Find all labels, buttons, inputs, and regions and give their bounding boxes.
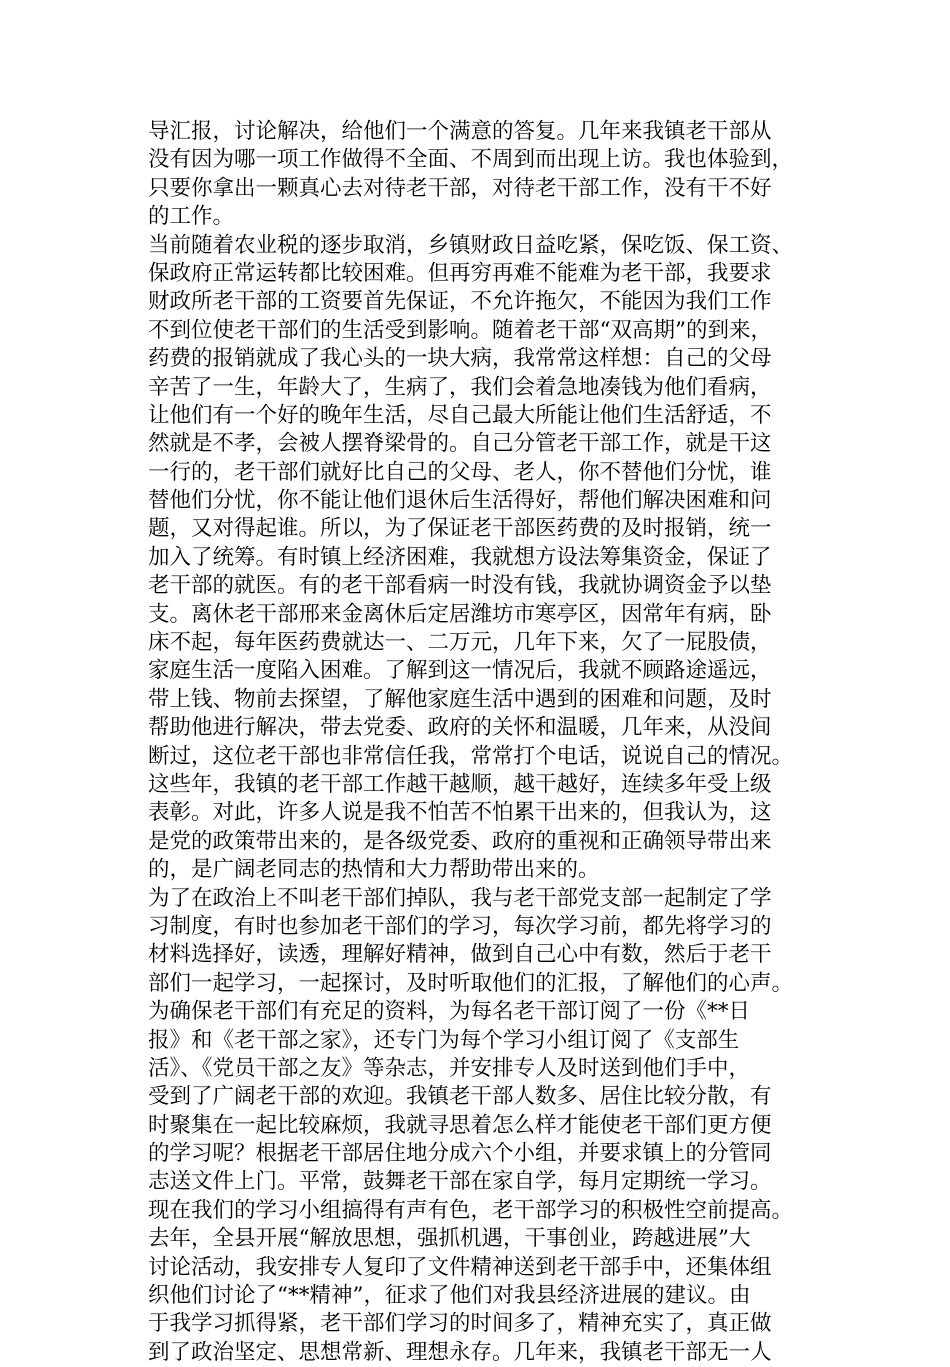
text-line: 辛苦了一生，年龄大了，生病了，我们会着急地凑钱为他们看病，	[148, 374, 772, 400]
text-line: 到了政治坚定、思想常新、理想永存。几年来，我镇老干部无一人	[148, 1339, 772, 1365]
text-line: 这些年，我镇的老干部工作越干越顺，越干越好，连续多年受上级	[148, 771, 772, 797]
text-line: 一行的，老干部们就好比自己的父母、老人，你不替他们分忧，谁	[148, 459, 772, 485]
text-line: 于我学习抓得紧，老干部们学习的时间多了，精神充实了，真正做	[148, 1311, 772, 1337]
text-line: 没有因为哪一项工作做得不全面、不周到而出现上访。我也体验到，	[148, 147, 794, 173]
text-line: 材料选择好，读透，理解好精神，做到自己心中有数，然后于老干	[148, 942, 772, 968]
text-line: 断过，这位老干部也非常信任我，常常打个电话，说说自己的情况。	[148, 743, 794, 769]
text-line: 部们一起学习，一起探讨，及时听取他们的汇报，了解他们的心声。	[148, 970, 794, 996]
text-line: 加入了统筹。有时镇上经济困难，我就想方设法筹集资金，保证了	[148, 544, 772, 570]
text-line: 是党的政策带出来的，是各级党委、政府的重视和正确领导带出来	[148, 828, 772, 854]
text-line: 织他们讨论了“**精神”，征求了他们对我县经济进展的建议。由	[148, 1283, 751, 1309]
text-line: 不到位使老干部们的生活受到影响。随着老干部“双高期”的到来，	[148, 317, 772, 343]
text-line: 表彰。对此，许多人说是我不怕苦不怕累干出来的，但我认为，这	[148, 800, 772, 826]
text-line: 习制度，有时也参加老干部们的学习，每次学习前，都先将学习的	[148, 913, 772, 939]
text-line: 支。离休老干部邢来金离休后定居潍坊市寒亭区，因常年有病，卧	[148, 601, 772, 627]
text-line: 活》、《党员干部之友》等杂志，并安排专人及时送到他们手中，	[148, 1055, 751, 1081]
text-line: 时聚集在一起比较麻烦，我就寻思着怎么样才能使老干部们更方便	[148, 1112, 772, 1138]
text-line: 让他们有一个好的晚年生活，尽自己最大所能让他们生活舒适，不	[148, 402, 772, 428]
text-line: 财政所老干部的工资要首先保证，不允许拖欠，不能因为我们工作	[148, 289, 772, 315]
text-line: 保政府正常运转都比较困难。但再穷再难不能难为老干部，我要求	[148, 260, 772, 286]
text-line: 替他们分忧，你不能让他们退休后生活得好，帮他们解决困难和问	[148, 488, 772, 514]
text-line: 的工作。	[148, 204, 235, 230]
text-line: 受到了广阔老干部的欢迎。我镇老干部人数多、居住比较分散，有	[148, 1084, 772, 1110]
text-line: 志送文件上门。平常，鼓舞老干部在家自学，每月定期统一学习。	[148, 1169, 772, 1195]
body-text	[148, 118, 808, 1367]
text-line: 家庭生活一度陷入困难。了解到这一情况后，我就不顾路途遥远，	[148, 658, 772, 684]
text-line: 导汇报，讨论解决，给他们一个满意的答复。几年来我镇老干部从	[148, 119, 772, 144]
text-line: 的，是广阔老同志的热情和大力帮助带出来的。	[148, 857, 600, 883]
text-line: 床不起，每年医药费就达一、二万元，几年下来，欠了一屁股债，	[148, 630, 772, 656]
text-line: 只要你拿出一颗真心去对待老干部，对待老干部工作，没有干不好	[148, 175, 772, 201]
text-line: 当前随着农业税的逐步取消，乡镇财政日益吃紧，保吃饭、保工资、	[148, 232, 794, 258]
text-line: 然就是不孝，会被人摆脊梁骨的。自己分管老干部工作，就是干这	[148, 431, 772, 457]
text-line: 为了在政治上不叫老干部们掉队，我与老干部党支部一起制定了学	[148, 885, 772, 911]
text-line: 帮助他进行解决，带去党委、政府的关怀和温暖，几年来，从没间	[148, 715, 772, 741]
text-line: 药费的报销就成了我心头的一块大病，我常常这样想：自己的父母	[148, 346, 772, 372]
text-line: 的学习呢？根据老干部居住地分成六个小组，并要求镇上的分管同	[148, 1141, 772, 1167]
text-line: 现在我们的学习小组搞得有声有色，老干部学习的积极性空前提高。	[148, 1197, 794, 1223]
text-line: 去年，全县开展“解放思想，强抓机遇，干事创业，跨越进展”大	[148, 1226, 751, 1252]
text-line: 题，又对得起谁。所以，为了保证老干部医药费的及时报销，统一	[148, 516, 772, 542]
text-line: 报》和《老干部之家》，还专门为每个学习小组订阅了《支部生	[148, 1027, 740, 1053]
text-line: 老干部的就医。有的老干部看病一时没有钱，我就协调资金予以垫	[148, 573, 772, 599]
text-line: 讨论活动，我安排专人复印了文件精神送到老干部手中，还集体组	[148, 1254, 772, 1280]
text-line: 为确保老干部们有充足的资料，为每名老干部订阅了一份《**日	[148, 999, 751, 1025]
text-line: 带上钱、物前去探望，了解他家庭生活中遇到的困难和问题，及时	[148, 686, 772, 712]
